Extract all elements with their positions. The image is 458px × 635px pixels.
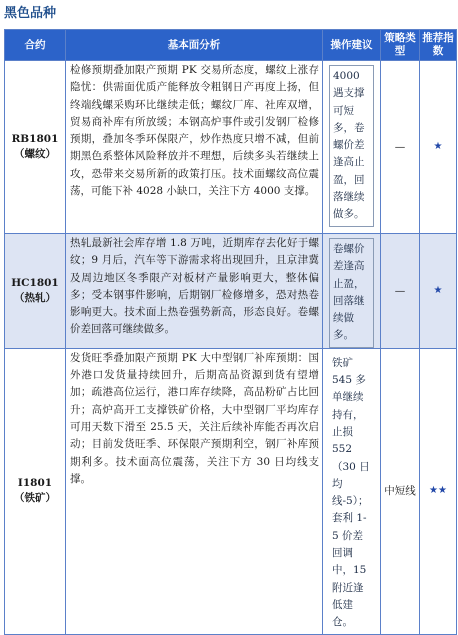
suggestion-cell bbox=[323, 348, 381, 634]
analysis-cell: 热轧最新社会库存增 1.8 万吨，近期库存去化好于螺纹；9 月后，汽车等下游需求将出现回升，且京津冀及周边地区冬季限产对板材产量影响更大，整体偏多；受本钢事件影响，后期钢厂检修增多，恐对热卷影响更大。技术面上热卷强势新高，形态良好。卷螺价差回落可继续做多。 bbox=[66, 234, 323, 349]
header-contract: 合约 bbox=[5, 30, 66, 61]
contract-cell bbox=[5, 348, 66, 634]
header-analysis: 基本面分析 bbox=[66, 30, 323, 61]
contract-cell bbox=[5, 61, 66, 234]
header-strategy-type: 策略类型 bbox=[381, 30, 420, 61]
table-header-row bbox=[5, 30, 457, 61]
rating-stars: ★★ bbox=[420, 348, 457, 634]
header-suggestion: 操作建议 bbox=[323, 30, 381, 61]
contract-name: （螺纹） bbox=[14, 148, 56, 160]
suggestion-text: 卷螺价差逢高止盈，回落继续做多。 bbox=[329, 238, 374, 348]
contract-name: （热轧） bbox=[14, 291, 56, 304]
table-row bbox=[5, 234, 457, 349]
analysis-cell: 发货旺季叠加限产预期 PK 大中型钢厂补库预期：国外港口发货量持续回升，后期高品资源到货有望增加；疏港高位运行，港口库存续降，高品粉矿占比回升；高炉高开工支撑铁矿价格，大中型钢厂平均库存可用天数下滑至 25.5 天，关注后续补库能否再次启动；目前发货旺季、环保限产预期利空，钢厂补库预期利多。技术面高位震荡，关注下方 30 日均线支撑。 bbox=[66, 348, 323, 634]
suggestion-cell bbox=[323, 234, 381, 349]
header-rating: 推荐指数 bbox=[420, 30, 457, 61]
contract-cell bbox=[5, 234, 66, 349]
rating-stars: ★ bbox=[420, 234, 457, 349]
contract-code: I1801 bbox=[17, 477, 53, 490]
section-title: 黑色品种 bbox=[4, 6, 57, 21]
rating-stars: ★ bbox=[420, 61, 457, 234]
contract-code: HC1801 bbox=[11, 276, 59, 289]
strategy-table bbox=[4, 29, 457, 635]
analysis-cell: 检修预期叠加限产预期 PK 交易所态度，螺纹上涨存隐忧：供需面优质产能释放令粗钢日产再度上扬，但终端线螺采购环比继续走低；螺纹厂库、社库双增，贸易商补库有所放缓；本钢高炉事件或引发钢厂检修预期，叠加冬季环保限产，炒作热度只增不减，但前期黑色系整体风险释放并不理想，后续多头若继续上攻，恐带来交易所新的政策打压。技术面螺纹高位震荡，可能下补 4028 小缺口，关注下方 4000 支撑。 bbox=[66, 61, 323, 234]
strategy-type-cell: — bbox=[381, 234, 420, 349]
suggestion-text: 铁矿 545 多单继续持有，止损 552（30 日均线-5）；套利 1-5 价差回调中，15 附近逢低建仓。 bbox=[332, 356, 370, 629]
strategy-type-cell: 中短线 bbox=[381, 348, 420, 634]
table-row bbox=[5, 61, 457, 234]
suggestion-text: 4000 遇支撑可短多，卷螺价差逢高止盈，回落继续做多。 bbox=[329, 65, 374, 227]
strategy-type-cell: — bbox=[381, 61, 420, 234]
suggestion-cell bbox=[323, 61, 381, 234]
contract-code: RB1801 bbox=[11, 133, 59, 145]
table-row bbox=[5, 348, 457, 634]
contract-name: （铁矿） bbox=[14, 492, 56, 505]
